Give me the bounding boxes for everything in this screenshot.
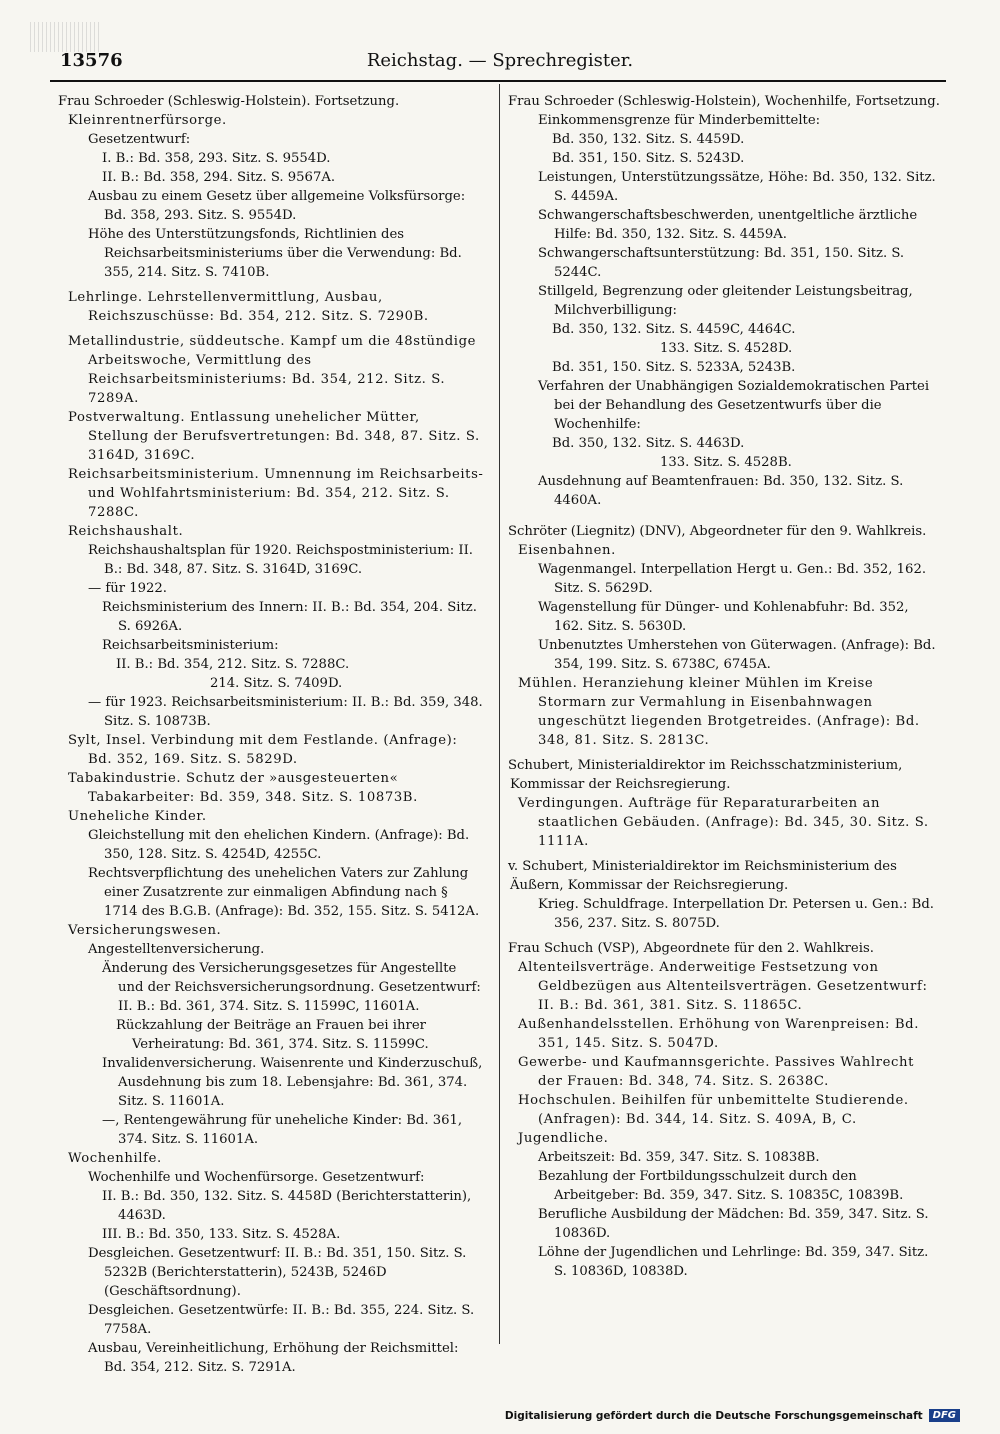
- register-subentry: Schwangerschaftsunterstützung: Bd. 351, 150. Sitz. S. 5244C.: [538, 246, 905, 280]
- register-subentry: Desgleichen. Gesetzentwurf: II. B.: Bd. 351, 150. Sitz. S. 5232B (Berichterstatterin), 5243B, 5246D (Geschäftsordnung).: [88, 1246, 467, 1299]
- register-subentry: Invalidenversicherung. Waisenrente und Kinderzuschuß, Ausdehnung bis zum 18. Lebensjahre: Bd. 361, 374. Sitz. S. 11601A.: [102, 1056, 483, 1109]
- dfg-logo: DFG: [929, 1409, 960, 1422]
- register-subentry: Bd. 350, 132. Sitz. S. 4463D.: [552, 436, 745, 451]
- register-subentry: Ausbau zu einem Gesetz über allgemeine Volksfürsorge: Bd. 358, 293. Sitz. S. 9554D.: [88, 189, 466, 223]
- register-subentry: I. B.: Bd. 358, 293. Sitz. S. 9554D.: [102, 151, 331, 166]
- register-topic: Postverwaltung. Entlassung unehelicher Mütter, Stellung der Berufsvertretungen: Bd. 348, 87. Sitz. S. 3164D, 3169C.: [68, 410, 480, 463]
- register-subentry: Gesetzentwurf:: [88, 132, 191, 147]
- register-topic: Jugendliche.: [518, 1131, 609, 1146]
- register-subentry: Bd. 351, 150. Sitz. S. 5243D.: [552, 151, 745, 166]
- register-subentry: Bezahlung der Fortbildungsschulzeit durch den Arbeitgeber: Bd. 359, 347. Sitz. S. 10835C, 10839B.: [538, 1169, 904, 1203]
- register-entry-heading: Schröter (Liegnitz) (DNV), Abgeordneter für den 9. Wahlkreis.: [508, 524, 927, 539]
- register-subentry: Schwangerschaftsbeschwerden, unentgeltliche ärztliche Hilfe: Bd. 350, 132. Sitz. S. 4459A.: [538, 208, 918, 242]
- register-reference: 214. Sitz. S. 7409D.: [210, 676, 343, 691]
- register-subentry: II. B.: Bd. 354, 212. Sitz. S. 7288C.: [116, 657, 350, 672]
- register-topic: Uneheliche Kinder.: [68, 809, 207, 824]
- register-reference: 133. Sitz. S. 4528B.: [660, 455, 792, 470]
- register-topic: Altenteilsverträge. Anderweitige Festsetzung von Geldbezügen aus Altenteilsverträgen. Gesetzentwurf: II. B.: Bd. 361, 381. Sitz. S. 11865C.: [518, 960, 928, 1013]
- footer-credit: Digitalisierung gefördert durch die Deutsche Forschungsgemeinschaft: [504, 1409, 923, 1422]
- register-topic: Verdingungen. Aufträge für Reparaturarbeiten an staatlichen Gebäuden. (Anfrage): Bd. 345, 30. Sitz. S. 1111A.: [518, 796, 929, 849]
- register-subentry: Verfahren der Unabhängigen Sozialdemokratischen Partei bei der Behandlung des Gesetzentwurfs über die Wochenhilfe:: [538, 379, 930, 432]
- register-subentry: Wagenmangel. Interpellation Hergt u. Gen.: Bd. 352, 162. Sitz. S. 5629D.: [538, 562, 927, 596]
- register-subentry: Bd. 350, 132. Sitz. S. 4459C, 4464C.: [552, 322, 796, 337]
- register-subentry: Ausdehnung auf Beamtenfrauen: Bd. 350, 132. Sitz. S. 4460A.: [538, 474, 904, 508]
- left-column: [60, 92, 484, 1377]
- register-subentry: Gleichstellung mit den ehelichen Kindern. (Anfrage): Bd. 350, 128. Sitz. S. 4254D, 4255C.: [88, 828, 470, 862]
- register-entry-heading: v. Schubert, Ministerialdirektor im Reichsministerium des Äußern, Kommissar der Reichsregierung.: [508, 859, 897, 893]
- register-entry-heading: Frau Schroeder (Schleswig-Holstein). Fortsetzung.: [58, 94, 400, 109]
- running-title: Reichstag. — Sprechregister.: [366, 50, 634, 71]
- register-subentry: Rückzahlung der Beiträge an Frauen bei ihrer Verheiratung: Bd. 361, 374. Sitz. S. 11599C.: [116, 1018, 429, 1052]
- register-topic: Wochenhilfe.: [68, 1151, 162, 1166]
- register-subentry: Höhe des Unterstützungsfonds, Richtlinien des Reichsarbeitsministeriums über die Verwendung: Bd. 355, 214. Sitz. S. 7410B.: [88, 227, 462, 280]
- register-topic: Reichshaushalt.: [68, 524, 184, 539]
- register-reference: 133. Sitz. S. 4528D.: [660, 341, 793, 356]
- register-subentry: —, Rentengewährung für uneheliche Kinder: Bd. 361, 374. Sitz. S. 11601A.: [102, 1113, 463, 1147]
- register-subentry: Reichshaushaltsplan für 1920. Reichspostministerium: II. B.: Bd. 348, 87. Sitz. S. 3164D, 3169C.: [88, 543, 473, 577]
- register-topic: Hochschulen. Beihilfen für unbemittelte Studierende. (Anfragen): Bd. 344, 14. Sitz. S. 409A, B, C.: [518, 1093, 909, 1127]
- register-subentry: Wochenhilfe und Wochenfürsorge. Gesetzentwurf:: [88, 1170, 425, 1185]
- register-subentry: III. B.: Bd. 350, 133. Sitz. S. 4528A.: [102, 1227, 341, 1242]
- register-topic: Tabakindustrie. Schutz der »ausgesteuerten« Tabakarbeiter: Bd. 359, 348. Sitz. S. 10873B.: [68, 771, 418, 805]
- register-topic: Sylt, Insel. Verbindung mit dem Festlande. (Anfrage): Bd. 352, 169. Sitz. S. 5829D.: [68, 733, 458, 767]
- register-subentry: Löhne der Jugendlichen und Lehrlinge: Bd. 359, 347. Sitz. S. 10836D, 10838D.: [538, 1245, 929, 1279]
- column-divider: [499, 84, 500, 1344]
- register-subentry: Arbeitszeit: Bd. 359, 347. Sitz. S. 10838B.: [538, 1150, 820, 1165]
- register-subentry: Wagenstellung für Dünger- und Kohlenabfuhr: Bd. 352, 162. Sitz. S. 5630D.: [538, 600, 909, 634]
- register-subentry: Einkommensgrenze für Minderbemittelte:: [538, 113, 821, 128]
- register-subentry: Rechtsverpflichtung des unehelichen Vaters zur Zahlung einer Zusatzrente zur einmaligen Abfindung nach § 1714 des B.G.B. (Anfrage): Bd. 352, 155. Sitz. S. 5412A.: [88, 866, 480, 919]
- register-topic: Eisenbahnen.: [518, 543, 616, 558]
- register-entry-heading: Frau Schuch (VSP), Abgeordnete für den 2. Wahlkreis.: [508, 941, 874, 956]
- register-subentry: Desgleichen. Gesetzentwürfe: II. B.: Bd. 355, 224. Sitz. S. 7758A.: [88, 1303, 475, 1337]
- register-entry-heading: Frau Schroeder (Schleswig-Holstein), Wochenhilfe, Fortsetzung.: [508, 94, 940, 109]
- register-topic: Versicherungswesen.: [68, 923, 222, 938]
- register-subentry: Stillgeld, Begrenzung oder gleitender Leistungsbeitrag, Milchverbilligung:: [538, 284, 913, 318]
- register-subentry: Ausbau, Vereinheitlichung, Erhöhung der Reichsmittel: Bd. 354, 212. Sitz. S. 7291A.: [88, 1341, 459, 1375]
- page-header: [60, 50, 940, 76]
- header-rule: [50, 80, 946, 82]
- register-subentry: II. B.: Bd. 350, 132. Sitz. S. 4458D (Berichterstatterin), 4463D.: [102, 1189, 472, 1223]
- register-subentry: II. B.: Bd. 358, 294. Sitz. S. 9567A.: [102, 170, 336, 185]
- register-subentry: Bd. 351, 150. Sitz. S. 5233A, 5243B.: [552, 360, 796, 375]
- register-subentry: Unbenutztes Umherstehen von Güterwagen. (Anfrage): Bd. 354, 199. Sitz. S. 6738C, 6745A.: [538, 638, 936, 672]
- register-topic: Mühlen. Heranziehung kleiner Mühlen im Kreise Stormarn zur Vermahlung in Eisenbahnwagen ungeschützt liegenden Brotgetreides. (Anfrage): Bd. 348, 81. Sitz. S. 2813C.: [518, 676, 920, 748]
- register-subentry: Leistungen, Unterstützungssätze, Höhe: Bd. 350, 132. Sitz. S. 4459A.: [538, 170, 936, 204]
- scan-artifact: [30, 22, 100, 52]
- register-subentry: Krieg. Schuldfrage. Interpellation Dr. Petersen u. Gen.: Bd. 356, 237. Sitz. S. 8075D.: [538, 897, 934, 931]
- register-topic: Außenhandelsstellen. Erhöhung von Warenpreisen: Bd. 351, 145. Sitz. S. 5047D.: [518, 1017, 920, 1051]
- register-topic: Gewerbe- und Kaufmannsgerichte. Passives Wahlrecht der Frauen: Bd. 348, 74. Sitz. S. 2638C.: [518, 1055, 914, 1089]
- right-column: [510, 92, 940, 1281]
- register-subentry: Bd. 350, 132. Sitz. S. 4459D.: [552, 132, 745, 147]
- register-subentry: — für 1923. Reichsarbeitsministerium: II. B.: Bd. 359, 348. Sitz. S. 10873B.: [88, 695, 483, 729]
- register-topic: Lehrlinge. Lehrstellenvermittlung, Ausbau, Reichszuschüsse: Bd. 354, 212. Sitz. S. 7290B.: [68, 290, 429, 324]
- register-subentry: Angestelltenversicherung.: [88, 942, 265, 957]
- register-subentry: Änderung des Versicherungsgesetzes für Angestellte und der Reichsversicherungsordnung. Gesetzentwurf: II. B.: Bd. 361, 374. Sitz. S. 11599C, 11601A.: [102, 961, 481, 1014]
- page-number: 13576: [60, 50, 123, 71]
- register-topic: Kleinrentnerfürsorge.: [68, 113, 227, 128]
- register-subentry: Reichsministerium des Innern: II. B.: Bd. 354, 204. Sitz. S. 6926A.: [102, 600, 477, 634]
- register-subentry: Reichsarbeitsministerium:: [102, 638, 279, 653]
- register-subentry: — für 1922.: [88, 581, 168, 596]
- register-topic: Reichsarbeitsministerium. Umnennung im Reichsarbeits- und Wohlfahrtsministerium: Bd. 354, 212. Sitz. S. 7288C.: [68, 467, 484, 520]
- register-topic: Metallindustrie, süddeutsche. Kampf um die 48stündige Arbeitswoche, Vermittlung des Reichsarbeitsministeriums: Bd. 354, 212. Sitz. S. 7289A.: [68, 334, 477, 406]
- register-subentry: Berufliche Ausbildung der Mädchen: Bd. 359, 347. Sitz. S. 10836D.: [538, 1207, 929, 1241]
- register-entry-heading: Schubert, Ministerialdirektor im Reichsschatzministerium, Kommissar der Reichsregierung.: [508, 758, 903, 792]
- footer: [505, 1409, 960, 1422]
